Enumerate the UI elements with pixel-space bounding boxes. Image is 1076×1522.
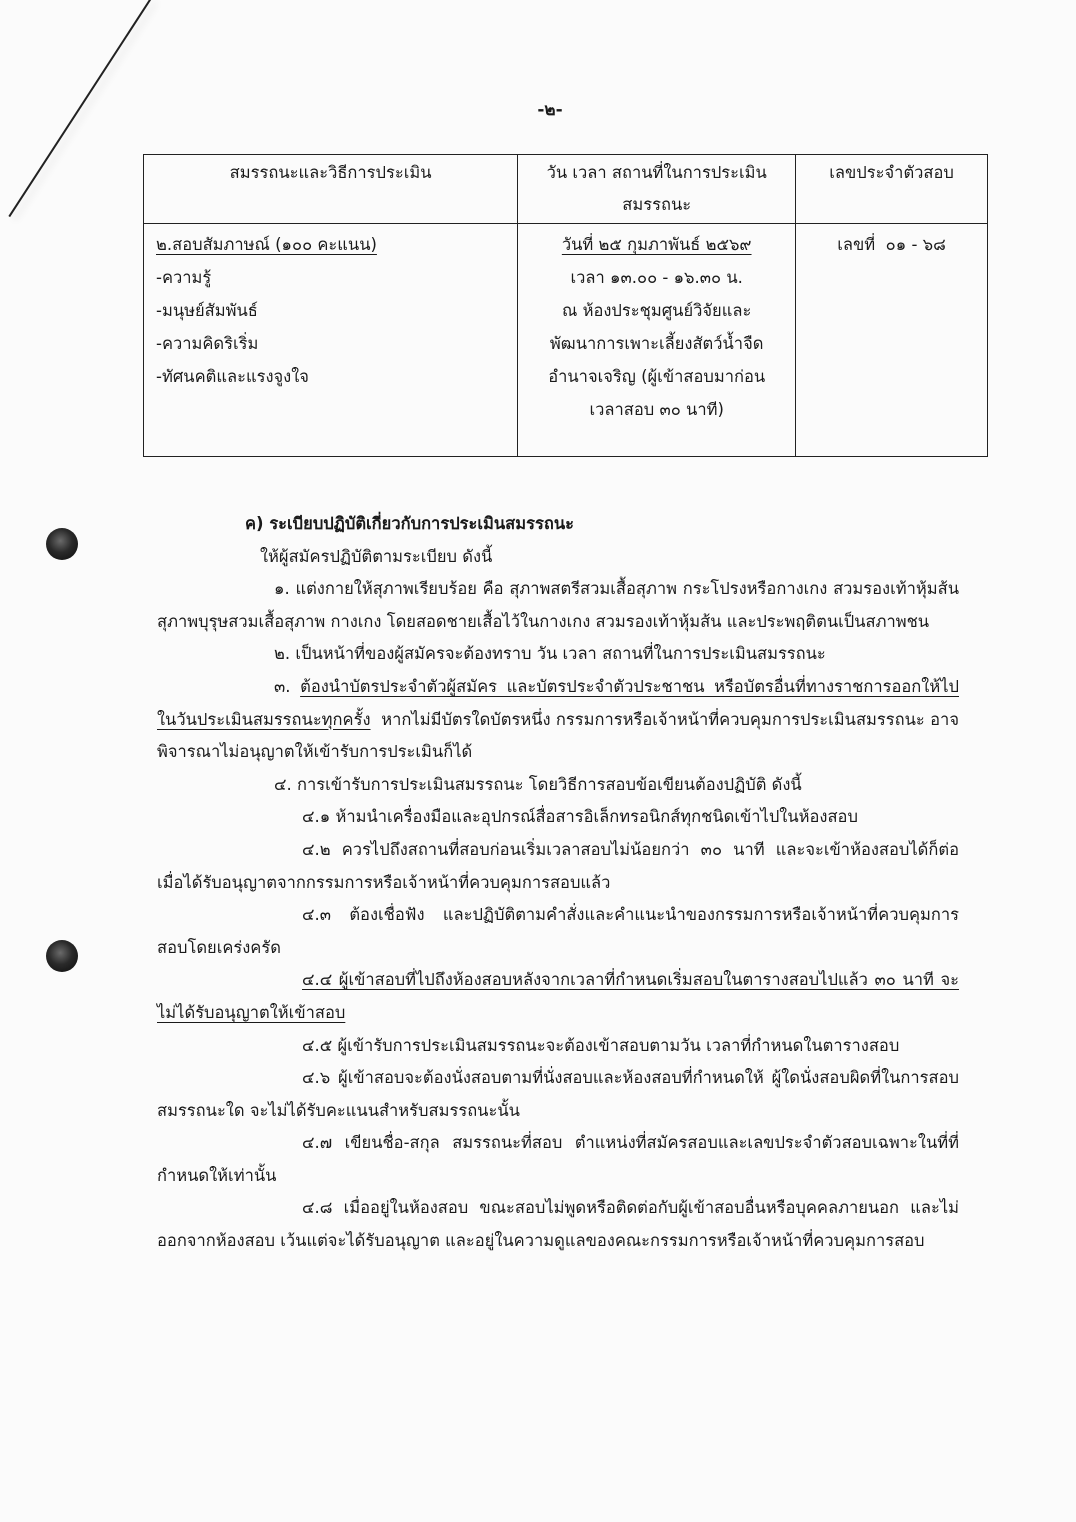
exam-place-line: พัฒนาการเพาะเลี้ยงสัตว์น้ำจืด: [549, 334, 764, 353]
competency-cell: [144, 224, 518, 457]
rule-3-emphasis: ต้องนำบัตรประจำตัวผู้สมัคร และบัตรประจำตัวประชาชน หรือบัตรอื่นที่ทางราชการออกให้ไปในวันประเมินสมรรถนะทุกครั้ง: [157, 676, 959, 729]
page-number: -๒-: [537, 100, 563, 120]
rule-4-6: ๔.๖ ผู้เข้าสอบจะต้องนั่งสอบตามที่นั่งสอบและห้องสอบที่กำหนดให้ ผู้ใดนั่งสอบผิดที่ในการสอบสมรรถนะใด จะไม่ได้รับคะแนนสำหรับสมรรถนะนั้น: [157, 1068, 959, 1120]
exam-id-range: เลขที่ ๐๑ - ๖๘: [837, 235, 946, 254]
exam-place-line: อำนาจเจริญ (ผู้เข้าสอบมาก่อน: [548, 367, 766, 386]
header-date-time-place: วัน เวลา สถานที่ในการประเมิน สมรรถนะ: [518, 155, 796, 224]
rule-3-number: ๓.: [274, 676, 301, 696]
assessment-schedule-table: [143, 154, 988, 457]
rule-2: ๒. เป็นหน้าที่ของผู้สมัครจะต้องทราบ วัน เวลา สถานที่ในการประเมินสมรรถนะ: [274, 644, 826, 664]
exam-id-cell: [796, 224, 988, 457]
rule-4-4: ๔.๔ ผู้เข้าสอบที่ไปถึงห้องสอบหลังจากเวลาที่กำหนดเริ่มสอบในตารางสอบไปแล้ว ๓๐ นาที จะไม่ได้รับอนุญาตให้เข้าสอบ: [157, 970, 959, 1022]
rule-3-rest: หากไม่มีบัตรใดบัตรหนึ่ง กรรมการหรือเจ้าหน้าที่ควบคุมการประเมินสมรรถนะ อาจพิจารณาไม่อนุญาตให้เข้ารับการประเมินก็ได้: [157, 709, 959, 762]
table-row: [144, 224, 988, 457]
exam-place-line: ณ ห้องประชุมศูนย์วิจัยและ: [562, 301, 752, 320]
rule-1: ๑. แต่งกายให้สุภาพเรียบร้อย คือ สุภาพสตรีสวมเสื้อสุภาพ กระโปรงหรือกางเกง สวมรองเท้าหุ้มส้น สุภาพบุรุษสวมเสื้อสุภาพ กางเกง โดยสอดชายเสื้อไว้ในกางเกง สวมรองเท้าหุ้มส้น และประพฤติตนเป็นสภาพชน: [157, 579, 959, 631]
rule-4-3: ๔.๓ ต้องเชื่อฟัง และปฏิบัติตามคำสั่งและคำแนะนำของกรรมการหรือเจ้าหน้าที่ควบคุมการสอบโดยเคร่งครัด: [157, 905, 959, 957]
rule-4-8: ๔.๘ เมื่ออยู่ในห้องสอบ ขณะสอบไม่พูดหรือติดต่อกับผู้เข้าสอบอื่นหรือบุคคลภายนอก และไม่ออกจากห้องสอบ เว้นแต่จะได้รับอนุญาต และอยู่ในความดูแลของคณะกรรมการหรือเจ้าหน้าที่ควบคุมการสอบ: [157, 1198, 959, 1251]
section-intro: ให้ผู้สมัครปฏิบัติตามระเบียบ ดังนี้: [260, 546, 493, 566]
punch-hole-bottom: [46, 940, 78, 972]
rule-4-2: ๔.๒ ควรไปถึงสถานที่สอบก่อนเริ่มเวลาสอบไม่น้อยกว่า ๓๐ นาที และจะเข้าห้องสอบได้ก็ต่อเมื่อได้รับอนุญาตจากกรรมการหรือเจ้าหน้าที่ควบคุมการสอบแล้ว: [157, 839, 959, 892]
competency-item: -ความรู้: [156, 268, 212, 287]
exam-date: วันที่ ๒๕ กุมภาพันธ์ ๒๕๖๙: [561, 235, 752, 254]
rule-4: ๔. การเข้ารับการประเมินสมรรถนะ โดยวิธีการสอบข้อเขียนต้องปฏิบัติ ดังนี้: [274, 774, 802, 794]
competency-item: -มนุษย์สัมพันธ์: [156, 301, 258, 320]
section-heading: ค) ระเบียบปฏิบัติเกี่ยวกับการประเมินสมรรถนะ: [245, 514, 574, 533]
exam-place-line: เวลาสอบ ๓๐ นาที): [589, 400, 724, 419]
rule-4-5: ๔.๕ ผู้เข้ารับการประเมินสมรรถนะจะต้องเข้าสอบตามวัน เวลาที่กำหนดในตารางสอบ: [302, 1035, 900, 1055]
competency-item: -ความคิดริเริ่ม: [156, 334, 259, 353]
regulations-section: [157, 508, 959, 1258]
punch-hole-top: [46, 528, 78, 560]
competency-item: -ทัศนคติและแรงจูงใจ: [156, 367, 309, 386]
competency-title: ๒.สอบสัมภาษณ์ (๑๐๐ คะแนน): [156, 235, 377, 254]
rule-4-7: ๔.๗ เขียนชื่อ-สกุล สมรรถนะที่สอบ ตำแหน่งที่สมัครสอบและเลขประจำตัวสอบเฉพาะในที่ที่กำหนดให้เท่านั้น: [157, 1133, 959, 1185]
rule-3: [157, 671, 959, 769]
header-competency: สมรรถนะและวิธีการประเมิน: [144, 155, 518, 224]
exam-time: เวลา ๑๓.๐๐ - ๑๖.๓๐ น.: [570, 268, 743, 287]
schedule-cell: [518, 224, 796, 457]
rule-4-1: ๔.๑ ห้ามนำเครื่องมือและอุปกรณ์สื่อสารอิเล็กทรอนิกส์ทุกชนิดเข้าไปในห้องสอบ: [302, 807, 858, 827]
header-exam-id: เลขประจำตัวสอบ: [796, 155, 988, 224]
